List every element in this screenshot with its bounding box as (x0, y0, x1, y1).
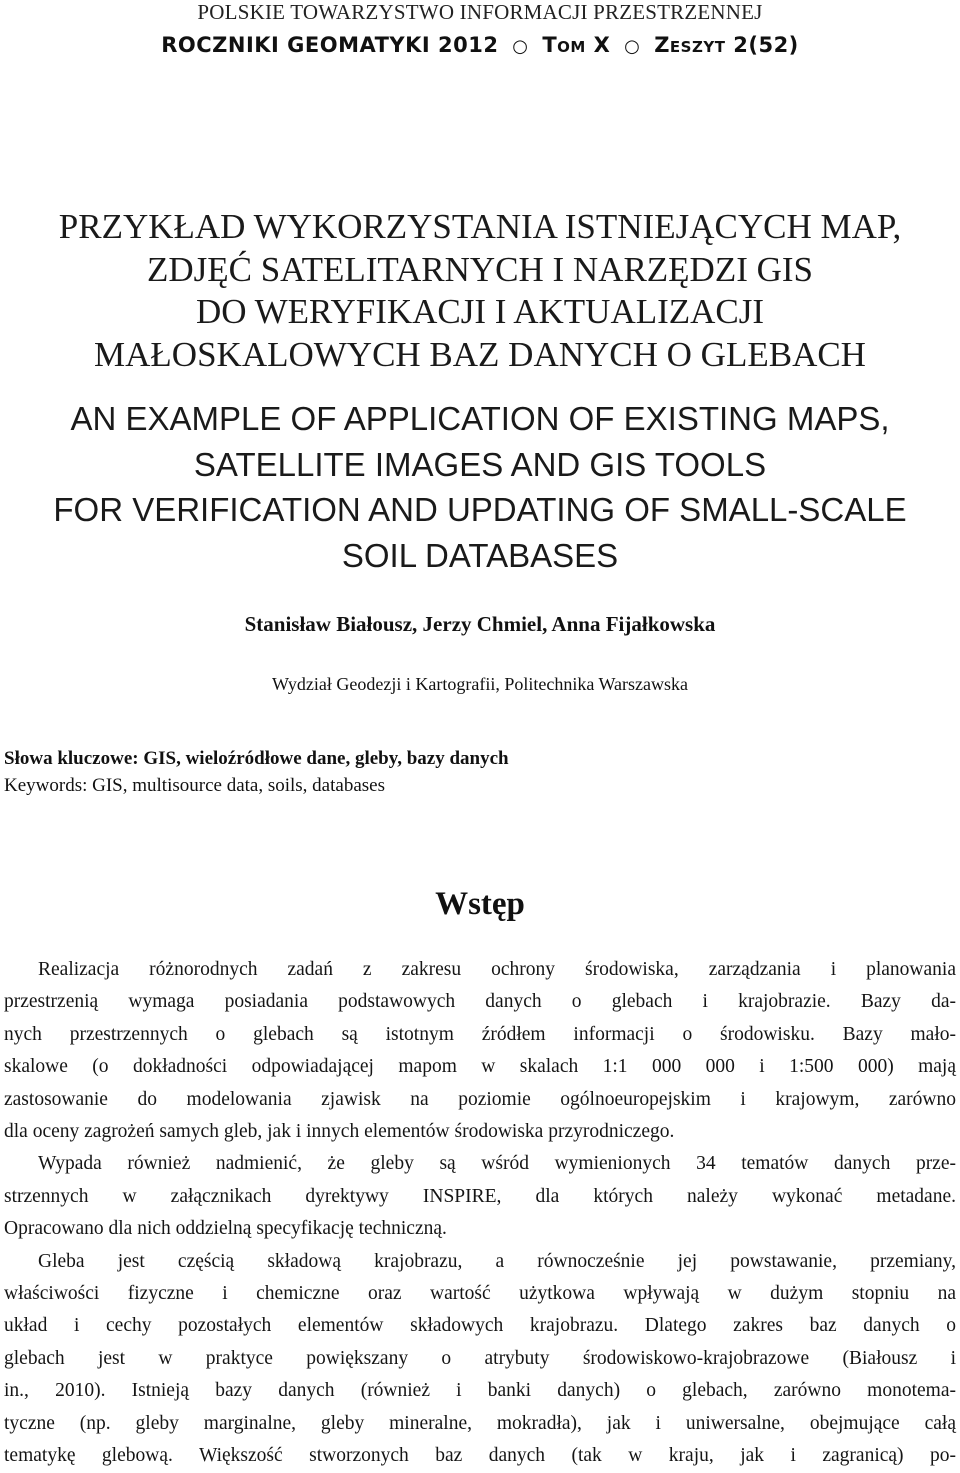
title-en-line: AN EXAMPLE OF APPLICATION OF EXISTING MAPS, (70, 400, 890, 437)
title-en-line: SOIL DATABASES (341, 536, 619, 574)
title-pl-line: PRZYKŁAD WYKORZYSTANIA ISTNIEJĄCYCH MAP, (58, 207, 902, 246)
body-line: in., 2010). Istnieją bazy danych (również i banki danych) o glebach, zarówno monotema- (4, 1380, 956, 1402)
body-line: Wypada również nadmienić, że gleby są wśród wymienionych 34 tematów danych prze- (38, 1153, 956, 1175)
issue: Zeszyt 2(52) (654, 33, 799, 57)
title-pl-line: ZDJĘĆ SATELITARNYCH I NARZĘDZI GIS (146, 249, 814, 289)
volume: Tom X (542, 33, 611, 57)
body-line: glebach jest w praktyce powiększany o atrybuty środowiskowo-krajobrazowe (Białousz i (4, 1347, 956, 1369)
body-line: nych przestrzennych o glebach są istotnym źródłem informacji o środowisku. Bazy mało- (4, 1023, 956, 1045)
body-line: układ i cechy pozostałych elementów składowych krajobrazu. Dlatego zakres baz danych o (4, 1315, 956, 1337)
title-en-line: FOR VERIFICATION AND UPDATING OF SMALL-SCALE (53, 491, 907, 528)
section-heading: Wstęp (435, 886, 525, 922)
affiliation: Wydział Geodezji i Kartografii, Politechnika Warszawska (272, 674, 688, 694)
publisher-name: POLSKIE TOWARZYSTWO INFORMACJI PRZESTRZENNEJ (197, 0, 763, 24)
title-polish (0, 206, 960, 376)
keywords-polish: Słowa kluczowe: GIS, wieloźródłowe dane, gleby, bazy danych (4, 748, 509, 769)
title-en-line: SATELLITE IMAGES AND GIS TOOLS (193, 445, 767, 483)
journal-name: ROCZNIKI GEOMATYKI 2012 (161, 33, 499, 57)
body-line: tyczne (np. gleby marginalne, gleby mineralne, mokradła), jak i uniwersalne, obejmujące całą (4, 1412, 956, 1434)
authors: Stanisław Białousz, Jerzy Chmiel, Anna Fijałkowska (244, 612, 716, 636)
title-pl-line: DO WERYFIKACJI I AKTUALIZACJI (195, 292, 765, 331)
body-line: Gleba jest częścią składową krajobrazu, a równocześnie jej powstawanie, przemiany, (38, 1250, 956, 1272)
body-text (4, 954, 956, 1473)
body-line: tematykę glebową. Większość stworzonych baz danych (tak w kraju, jak i zagranicą) po- (4, 1445, 956, 1467)
title-pl-line: MAŁOSKALOWYCH BAZ DANYCH O GLEBACH (94, 334, 866, 374)
keywords-english: Keywords: GIS, multisource data, soils, databases (4, 775, 385, 796)
body-line: skalowe (o dokładności odpowiadającej mapom w skalach 1:1 000 000 i 1:500 000) mają (4, 1056, 956, 1078)
body-line: zastosowanie do modelowania zjawisk na poziomie ogólnoeuropejskim i krajowym, zarówno (4, 1088, 956, 1110)
body-line: przestrzenią wymaga posiadania podstawowych danych o glebach i krajobrazie. Bazy da- (4, 991, 956, 1013)
body-line: dla oceny zagrożeń samych gleb, jak i innych elementów środowiska przyrodniczego. (4, 1121, 675, 1143)
body-line: Opracowano dla nich oddzielną specyfikację techniczną. (4, 1218, 447, 1240)
journal-header (0, 32, 960, 60)
body-line: strzennych w załącznikach dyrektywy INSPIRE, dla których należy wykonać metadane. (4, 1185, 956, 1207)
title-english (0, 396, 960, 578)
body-line: właściwości fizyczne i chemiczne oraz wartość użytkowa wpływają w dużym stopniu na (4, 1283, 956, 1305)
bullet-separator-icon: ○ (512, 36, 529, 57)
bullet-separator-icon: ○ (624, 36, 641, 57)
body-line: Realizacja różnorodnych zadań z zakresu ochrony środowiska, zarządzania i planowania (38, 959, 956, 980)
